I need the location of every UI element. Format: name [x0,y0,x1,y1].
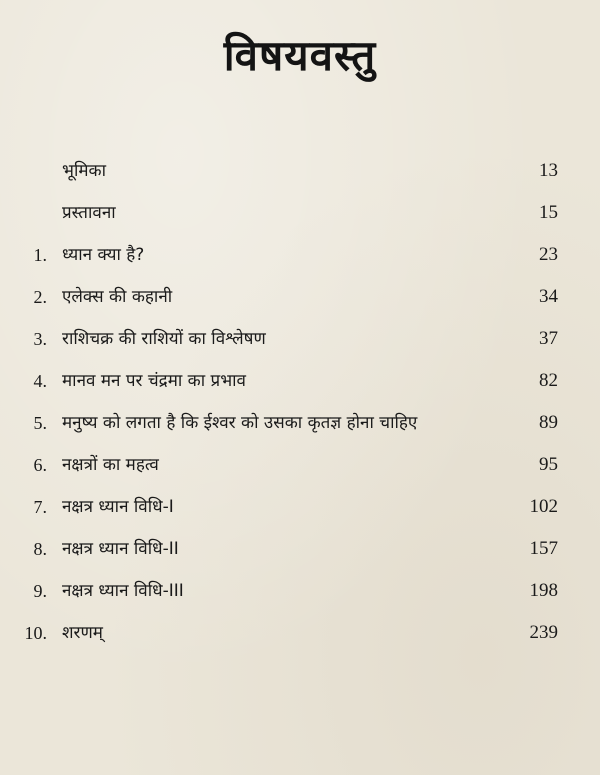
page-number: 102 [529,496,558,517]
chapter-title: नक्षत्र ध्यान विधि-III [62,581,184,601]
page-number: 239 [529,622,558,643]
chapter-title: राशिचक्र की राशियों का विश्लेषण [62,329,266,349]
chapter-title: शरणम् [62,623,103,643]
chapter-number: 8. [33,539,47,559]
page-title: विषयवस्तु [223,31,377,80]
chapter-number: 7. [33,497,47,517]
page-number: 82 [539,370,558,391]
chapter-title: भूमिका [62,161,106,181]
table-of-contents [0,150,600,654]
chapter-title: ध्यान क्या है? [62,245,145,265]
toc-entry-7 [0,486,600,528]
toc-entry-2 [0,276,600,318]
chapter-title: मनुष्य को लगता है कि ईश्वर को उसका कृतज्ञ होना चाहिए [62,413,418,433]
chapter-title: प्रस्तावना [62,203,116,223]
toc-entry-5 [0,402,600,444]
page-number: 37 [539,328,558,349]
page-number: 198 [529,580,558,601]
toc-entry-3 [0,318,600,360]
chapter-title: नक्षत्रों का महत्व [62,455,159,475]
chapter-number: 9. [33,581,47,601]
page-number: 15 [539,202,558,223]
toc-entry-prastavana [0,192,600,234]
toc-entry-6 [0,444,600,486]
page-number: 23 [539,244,558,265]
page-number: 157 [529,538,558,559]
chapter-title: नक्षत्र ध्यान विधि-II [62,539,179,559]
page-number: 89 [539,412,558,433]
page-number: 34 [539,286,558,307]
chapter-number: 1. [33,245,47,265]
chapter-number: 5. [33,413,47,433]
toc-entry-9 [0,570,600,612]
chapter-title: एलेक्स की कहानी [62,287,173,307]
chapter-number: 2. [33,287,47,307]
page-number: 95 [539,454,558,475]
toc-entry-1 [0,234,600,276]
toc-entry-4 [0,360,600,402]
page-number: 13 [539,160,558,181]
chapter-number: 10. [24,623,47,643]
toc-entry-8 [0,528,600,570]
chapter-number: 3. [33,329,47,349]
chapter-number: 6. [33,455,47,475]
toc-entry-bhumika [0,150,600,192]
toc-entry-10 [0,612,600,654]
chapter-title: मानव मन पर चंद्रमा का प्रभाव [62,371,247,391]
chapter-title: नक्षत्र ध्यान विधि-I [62,497,174,517]
chapter-number: 4. [33,371,47,391]
